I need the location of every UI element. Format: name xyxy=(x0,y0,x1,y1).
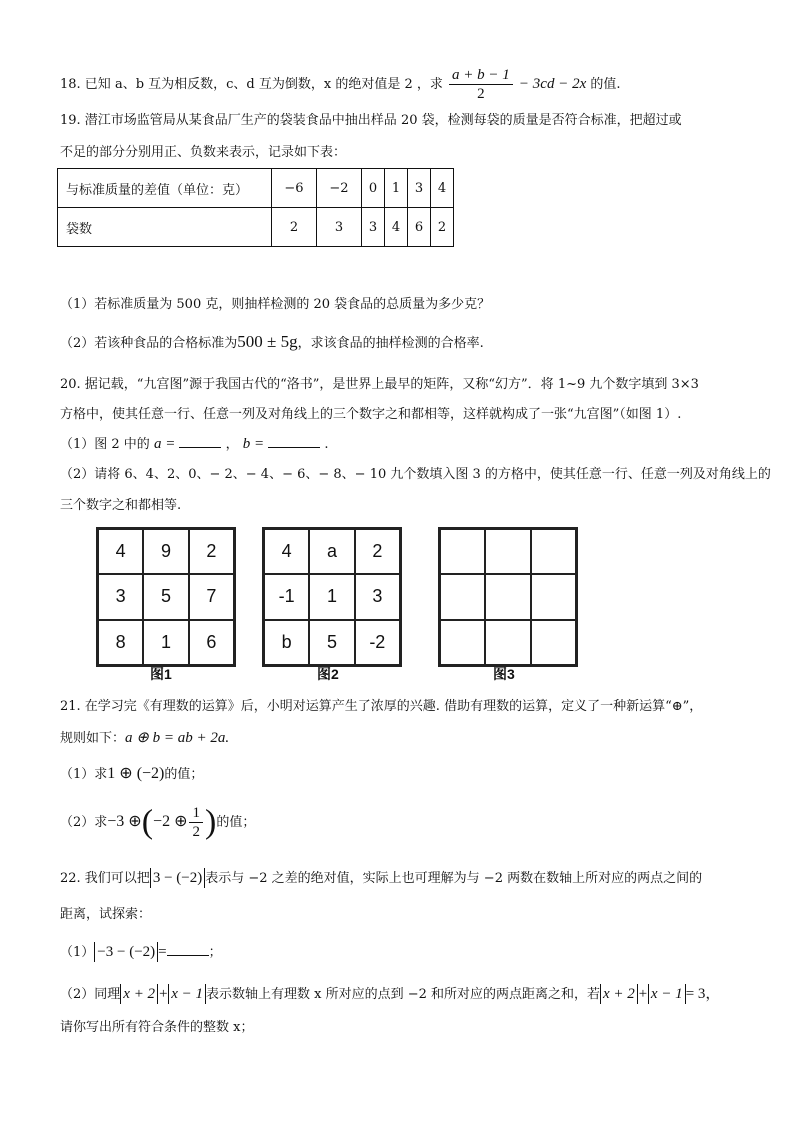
grid-cell: 6 xyxy=(189,620,234,665)
q20-sub2-line1: （2）请将 6、4、2、0、− 2、− 4、− 6、− 8、− 10 九个数填入图 3 的方格中，使其任意一行、任意一列及对角线上的 xyxy=(60,467,771,482)
table-cell: 3 xyxy=(362,208,385,247)
table-cell: −6 xyxy=(272,169,317,208)
grid-cell-empty[interactable] xyxy=(531,574,576,619)
q20-line1: 20. 据记载，“九宫图”源于我国古代的“洛书”，是世界上最早的矩阵，又称“幻方”．将 1~9 九个数字填到 3×3 xyxy=(60,377,699,392)
q19-sub1: （1）若标准质量为 500 克，则抽样检测的 20 袋食品的总质量为多少克？ xyxy=(60,297,491,312)
grid-cell: 5 xyxy=(309,620,354,665)
q20-sub2-line2: 三个数字之和都相等. xyxy=(60,498,182,513)
grid-cell-empty[interactable] xyxy=(531,529,576,574)
abs-expression: 3 − (−2) xyxy=(150,868,205,888)
right-paren: ) xyxy=(204,803,217,841)
grid-cell: -1 xyxy=(264,574,309,619)
grid-cell: 2 xyxy=(189,529,234,574)
grid-cell-empty[interactable] xyxy=(440,620,485,665)
answer-blank-b[interactable] xyxy=(268,447,320,448)
answer-blank-q22-1[interactable] xyxy=(167,955,209,956)
abs-expression: x + 2 xyxy=(120,984,158,1004)
table-header-diff: 与标准质量的差值（单位：克） xyxy=(58,169,272,208)
q21-line1: 21. 在学习完《有理数的运算》后，小明对运算产生了浓厚的兴趣. 借助有理数的运算，定义了一种新运算“⊕”， xyxy=(60,699,703,714)
table-cell: 2 xyxy=(431,208,454,247)
table-cell: −2 xyxy=(317,169,362,208)
q22-line1: 22. 我们可以把 3 − (−2) 表示与 −2 之差的绝对值，实际上也可理解为与 −2 两数在数轴上所对应的两点之间的 xyxy=(60,870,703,886)
answer-blank-a[interactable] xyxy=(179,447,221,448)
figure-1-caption: 图1 xyxy=(150,666,172,682)
grid-cell: 1 xyxy=(143,620,188,665)
grid-cell: 7 xyxy=(189,574,234,619)
table-cell: 3 xyxy=(317,208,362,247)
table-header-count: 袋数 xyxy=(58,208,272,247)
q18-suffix: 的值. xyxy=(590,77,621,92)
grid-cell: 1 xyxy=(309,574,354,619)
q20-sub1: （1）图 2 中的 a = ， b = . xyxy=(60,436,329,452)
grid-cell: 8 xyxy=(98,620,143,665)
q22-line2: 距离，试探索： xyxy=(60,907,152,922)
table-cell: 0 xyxy=(362,169,385,208)
grid-cell-empty[interactable] xyxy=(531,620,576,665)
q19-sub2: （2）若该种食品的合格标准为500 ± 5g，求该食品的抽样检测的合格率. xyxy=(60,332,484,351)
q22-sub1: （1） −3 − (−2) = ； xyxy=(60,944,222,960)
q21-rule-math: a ⊕ b = ab + 2a. xyxy=(125,730,230,746)
grid-cell-empty[interactable] xyxy=(440,574,485,619)
q22-last-line: 请你写出所有符合条件的整数 x； xyxy=(60,1020,254,1035)
figure-2-caption: 图2 xyxy=(317,666,339,682)
magic-square-figure-3 xyxy=(438,527,578,667)
grid-cell-empty[interactable] xyxy=(485,529,530,574)
table-row xyxy=(58,208,454,247)
abs-expression: x − 1 xyxy=(648,984,686,1004)
grid-cell: 2 xyxy=(355,529,400,574)
grid-cell: a xyxy=(309,529,354,574)
q21-sub2: （2）求−3 ⊕(−2 ⊕ $\frac{1}{2}$ )的值； xyxy=(60,803,256,841)
grid-cell: 4 xyxy=(264,529,309,574)
grid-cell: 3 xyxy=(98,574,143,619)
grid-cell: b xyxy=(264,620,309,665)
question-18 xyxy=(60,66,621,103)
q18-expression: − 3cd − 2x xyxy=(518,76,587,92)
q21-sub1: （1）求1 ⊕ (−2)的值； xyxy=(60,765,204,782)
grid-cell-empty[interactable] xyxy=(440,529,485,574)
abs-expression: x + 2 xyxy=(600,984,638,1004)
q19-table xyxy=(57,168,454,247)
table-cell: 3 xyxy=(408,169,431,208)
q21-fraction: $\frac{1}{2}$ xyxy=(189,804,203,841)
q18-text: 18. 已知 a、b 互为相反数，c、d 互为倒数，x 的绝对值是 2 ，求 xyxy=(60,77,443,92)
table-cell: 4 xyxy=(385,208,408,247)
grid-cell-empty[interactable] xyxy=(485,574,530,619)
grid-cell: 4 xyxy=(98,529,143,574)
magic-square-figure-1 xyxy=(96,527,236,667)
table-cell: 6 xyxy=(408,208,431,247)
abs-expression: x − 1 xyxy=(168,984,206,1004)
magic-square-figure-2 xyxy=(262,527,402,667)
q19-line1: 19. 潜江市场监管局从某食品厂生产的袋装食品中抽出样品 20 袋，检测每袋的质量是否符合标准，把超过或 xyxy=(60,113,682,128)
q20-line2: 方格中，使其任意一行、任意一列及对角线上的三个数字之和都相等，这样就构成了一张“九宫图”（如图 1）. xyxy=(60,407,682,422)
abs-expression: −3 − (−2) xyxy=(94,942,158,962)
q19-line2: 不足的部分分别用正、负数来表示，记录如下表： xyxy=(60,145,347,160)
q21-sub1-math: 1 ⊕ (−2) xyxy=(107,765,165,782)
table-row xyxy=(58,169,454,208)
table-cell: 2 xyxy=(272,208,317,247)
grid-cell: 3 xyxy=(355,574,400,619)
figure-3-caption: 图3 xyxy=(493,666,515,682)
q19-standard-math: 500 ± 5g xyxy=(237,332,298,351)
table-cell: 4 xyxy=(431,169,454,208)
left-paren: ( xyxy=(141,803,154,841)
q21-rule: 规则如下：a ⊕ b = ab + 2a. xyxy=(60,730,230,746)
table-cell: 1 xyxy=(385,169,408,208)
q18-fraction: $\frac{a + b - 1}{2}$ xyxy=(449,66,513,103)
grid-cell-empty[interactable] xyxy=(485,620,530,665)
grid-cell: 9 xyxy=(143,529,188,574)
q22-sub2: （2）同理 x + 2 + x − 1 表示数轴上有理数 x 所对应的点到 −2 和所对应的两点距离之和，若 x + 2 + x − 1 = 3， xyxy=(60,986,721,1002)
grid-cell: 5 xyxy=(143,574,188,619)
grid-cell: -2 xyxy=(355,620,400,665)
